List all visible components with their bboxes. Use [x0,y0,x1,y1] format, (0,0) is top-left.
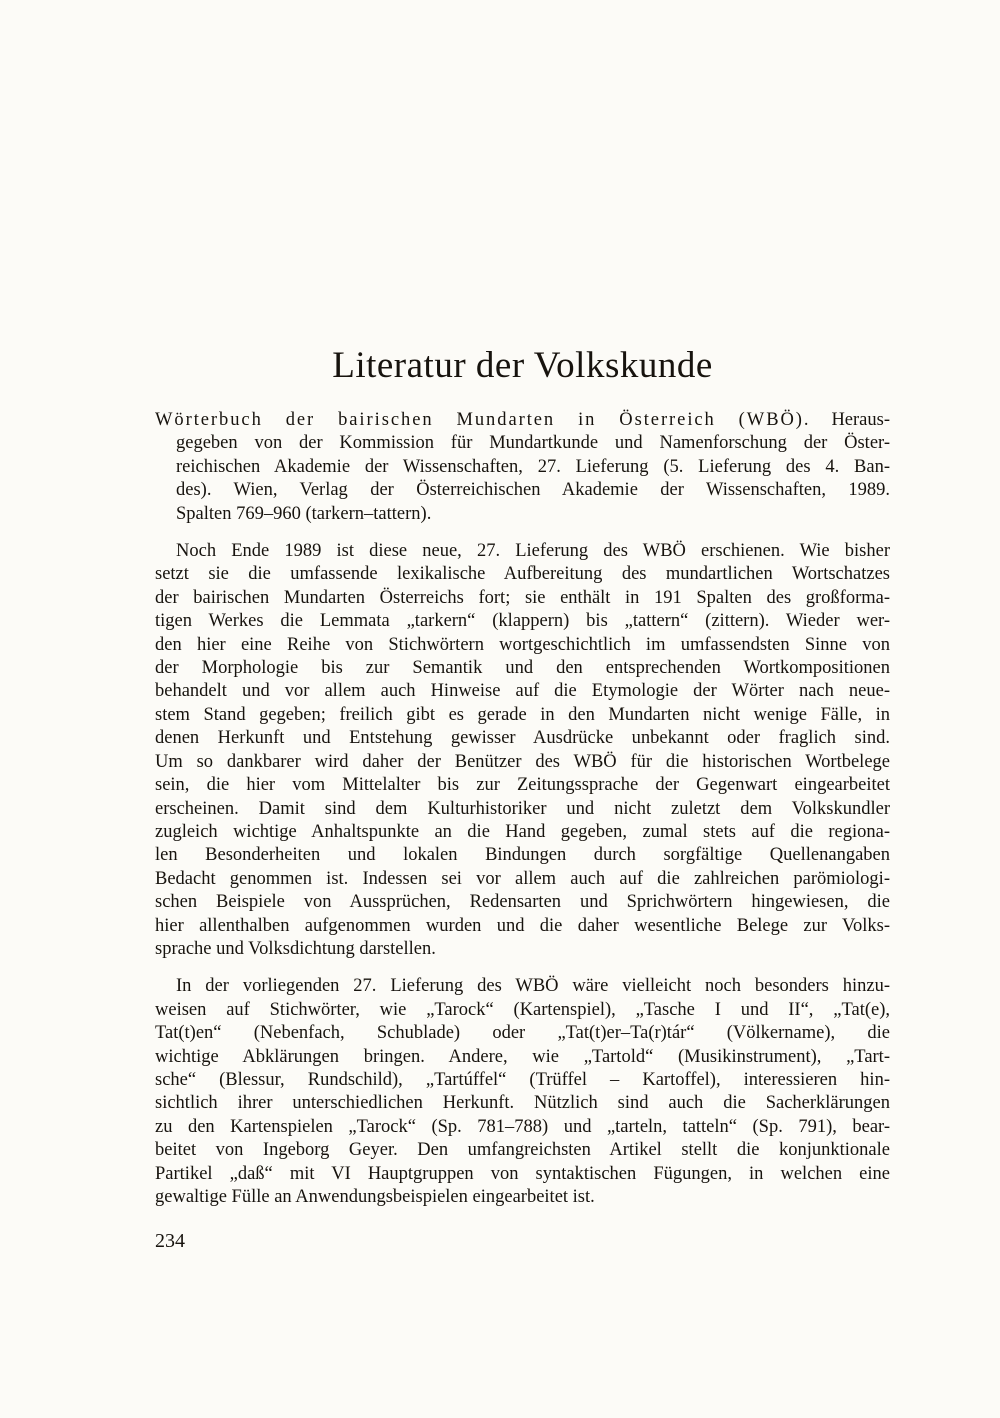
text-line: len Besonderheiten und lokalen Bindungen durch sorgfältige Quellenangaben [155,845,890,866]
text-line: denen Herkunft und Entstehung gewisser Ausdrücke unbekannt oder fraglich sind. [155,728,890,749]
text-line: den hier eine Reihe von Stichwörtern wortgeschichtlich im umfassendsten Sinne von [155,634,890,655]
text-line: erscheinen. Damit sind dem Kulturhistoriker und nicht zuletzt dem Volkskundler [155,798,890,819]
text-line: Spalten 769–960 (tarkern–tattern). [176,503,432,524]
paragraph [155,540,890,961]
text-line: stem Stand gegeben; freilich gibt es gerade in den Mundarten nicht wenige Fälle, in [155,704,890,725]
text-line: Noch Ende 1989 ist diese neue, 27. Lieferung des WBÖ erschienen. Wie bisher [176,541,890,562]
text-line: setzt sie die umfassende lexikalische Aufbereitung des mundartlichen Wortschatzes [155,564,890,585]
paragraph [155,975,890,1209]
text-line: Partikel „daß“ mit VI Hauptgruppen von syntaktischen Fügungen, in welchen eine [155,1163,890,1184]
text-line: hier allenthalben aufgenommen wurden und die daher wesentliche Belege zur Volks- [155,915,890,936]
text-line: zu den Kartenspielen „Tarock“ (Sp. 781–788) und „tarteln, tatteln“ (Sp. 791), bear- [155,1116,890,1137]
text-line: reichischen Akademie der Wissenschaften, 27. Lieferung (5. Lieferung des 4. Ban- [176,456,890,477]
text-line: Bedacht genommen ist. Indessen sei vor allem auch auf die zahlreichen parömiologi- [155,868,890,889]
bibliography-entry [155,409,890,526]
text-line: Um so dankbarer wird daher der Benützer des WBÖ für die historischen Wortbelege [155,751,890,772]
text-line: gewaltige Fülle an Anwendungsbeispielen eingearbeitet ist. [155,1187,595,1207]
text-line: behandelt und vor allem auch Hinweise auf die Etymologie der Wörter nach neue- [155,681,890,702]
text-line: schen Beispiele von Aussprüchen, Redensarten und Sprichwörtern hingewiesen, die [155,892,890,913]
text-line: der Morphologie bis zur Semantik und den entsprechenden Wortkompositionen [155,658,890,679]
text-line: sprache und Volksdichtung darstellen. [155,938,436,959]
text-line: sche“ (Blessur, Rundschild), „Tartúffel“ (Trüffel – Kartoffel), interessieren hin- [155,1069,890,1090]
text-block [155,409,890,1209]
text-line: der bairischen Mundarten Österreichs fort; sie enthält in 191 Spalten des großforma- [155,587,890,608]
page-number: 234 [155,1230,185,1252]
text-line: Wörterbuch der bairischen Mundarten in Österreich (WBÖ). Heraus- [155,410,890,430]
text-line: tigen Werkes die Lemmata „tarkern“ (klappern) bis „tattern“ (zittern). Wieder wer- [155,611,890,632]
text-line: sichtlich ihrer unterschiedlichen Herkunft. Nützlich sind auch die Sacherklärungen [155,1093,890,1114]
text-line: wichtige Abklärungen bringen. Andere, wie „Tartold“ (Musikinstrument), „Tart- [155,1046,890,1067]
text-line: Tat(t)en“ (Nebenfach, Schublade) oder „Tat(t)er–Ta(r)tár“ (Völkername), die [155,1023,890,1044]
letterspaced-entry-head: Wörterbuch der bairischen Mundarten in Österreich (WBÖ). [155,410,811,430]
text-line: gegeben von der Kommission für Mundartkunde und Namenforschung der Öster- [176,433,890,454]
text-line: zugleich wichtige Anhaltspunkte an die Hand gegeben, zumal stets auf die regiona- [155,821,890,842]
body-paragraphs [155,540,890,1209]
text-line: beitet von Ingeborg Geyer. Den umfangreichsten Artikel stellt die konjunktionale [155,1140,890,1161]
text-line: sein, die hier vom Mittelalter bis zur Zeitungssprache der Gegenwart eingearbeitet [155,775,890,796]
page-title: Literatur der Volkskunde [332,345,713,386]
text-line: weisen auf Stichwörter, wie „Tarock“ (Kartenspiel), „Tasche I und II“, „Tat(e), [155,999,890,1020]
text-line: des). Wien, Verlag der Österreichischen Akademie der Wissenschaften, 1989. [176,480,890,501]
text-line: In der vorliegenden 27. Lieferung des WBÖ wäre vielleicht noch besonders hinzu- [176,976,890,997]
